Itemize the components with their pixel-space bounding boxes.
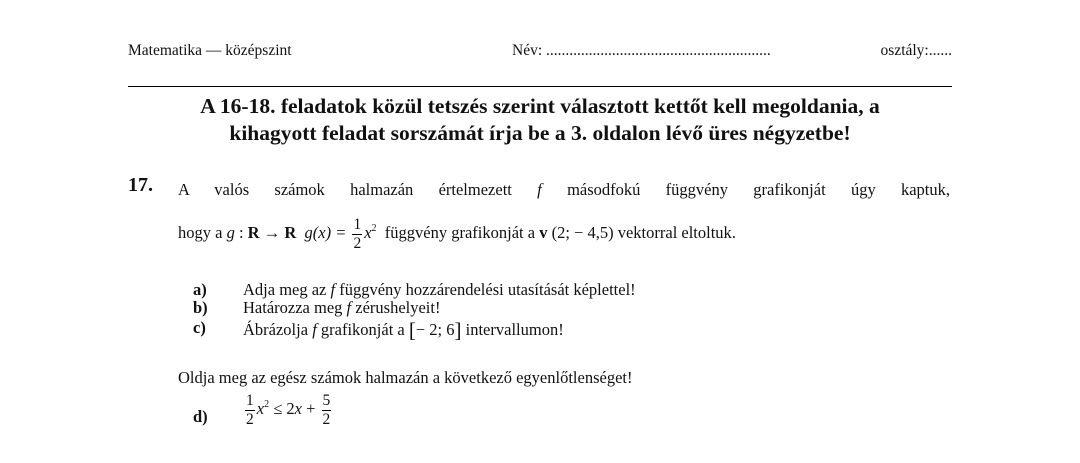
text: intervallumon!: [465, 320, 564, 339]
variable-x: x: [364, 222, 372, 242]
function-g: g: [226, 222, 235, 242]
intro-text: hogy a: [178, 222, 223, 242]
fraction-half: [245, 393, 255, 427]
text: grafikonját a: [320, 320, 405, 339]
intro-text: vektorral eltoltuk.: [617, 222, 736, 242]
inequality-intro: Oldja meg az egész számok halmazán a következő egyenlőtlenséget!: [178, 368, 633, 387]
fraction-numerator: 1: [246, 392, 254, 409]
g-definition: g(x) =: [304, 222, 347, 242]
subject-label: Matematika — középszint: [128, 42, 292, 59]
colon: :: [234, 222, 248, 242]
arrow: →: [259, 222, 285, 242]
interval-open: [: [408, 318, 416, 342]
fraction-five-halves: [322, 393, 332, 427]
subtask-text: [243, 298, 440, 318]
fraction-denominator: 2: [353, 234, 362, 252]
fraction-half: [352, 217, 362, 251]
interval: − 2; 6: [415, 320, 455, 339]
task-number: 17.: [128, 174, 153, 196]
text: Ábrázolja: [243, 320, 309, 339]
exponent: 2: [264, 398, 270, 410]
intro-text: függvény grafikonját a: [384, 222, 536, 242]
header-divider: [128, 86, 952, 87]
variable-x: x: [294, 398, 302, 418]
function-f: f: [330, 280, 336, 299]
fraction-numerator: 1: [353, 216, 362, 233]
function-f: f: [346, 298, 352, 317]
fraction-denominator: 2: [246, 410, 254, 428]
subtask-label: b): [193, 298, 208, 317]
inequality: [243, 393, 333, 427]
page-header: [128, 40, 952, 64]
subtask-text: [243, 280, 636, 300]
subtask-label: a): [193, 280, 207, 299]
reals-symbol: R: [247, 222, 260, 242]
intro-text: másodfokú függvény grafikonját úgy kaptuk,: [567, 180, 951, 199]
task-intro-line-1: [178, 180, 950, 200]
function-f: f: [312, 320, 317, 339]
plus: +: [301, 398, 320, 418]
instructions-title: [118, 93, 962, 147]
interval-close: ]: [454, 318, 462, 342]
subtask-label: c): [193, 318, 206, 337]
reals-symbol: R: [284, 222, 297, 242]
function-f: f: [537, 180, 542, 199]
text: Adja meg az: [243, 280, 327, 299]
subtask-label: d): [193, 407, 208, 426]
title-line-2: kihagyott feladat sorszámát írja be a 3. oldalon lévő üres négyzetbe!: [229, 121, 851, 145]
intro-text: A valós számok halmazán értelmezett: [178, 180, 512, 199]
text: Határozza meg: [243, 298, 343, 317]
relation: ≤ 2: [269, 398, 295, 418]
title-line-1: A 16-18. feladatok közül tetszés szerint választott kettőt kell megoldania, a: [200, 94, 880, 118]
subtask-text: [243, 318, 564, 343]
class-field: osztály:......: [880, 42, 952, 59]
name-field: Név: ..........................................................: [512, 42, 771, 59]
vector-v: v: [539, 222, 548, 242]
task-intro-line-2: [178, 217, 736, 251]
exponent: 2: [371, 222, 377, 234]
text: zérushelyeit!: [355, 298, 441, 317]
variable-x: x: [256, 398, 265, 418]
text: függvény hozzárendelési utasítását képlettel!: [339, 280, 636, 299]
vector-coords: (2; − 4,5): [551, 222, 614, 242]
fraction-denominator: 2: [322, 410, 331, 428]
fraction-numerator: 5: [322, 392, 331, 409]
